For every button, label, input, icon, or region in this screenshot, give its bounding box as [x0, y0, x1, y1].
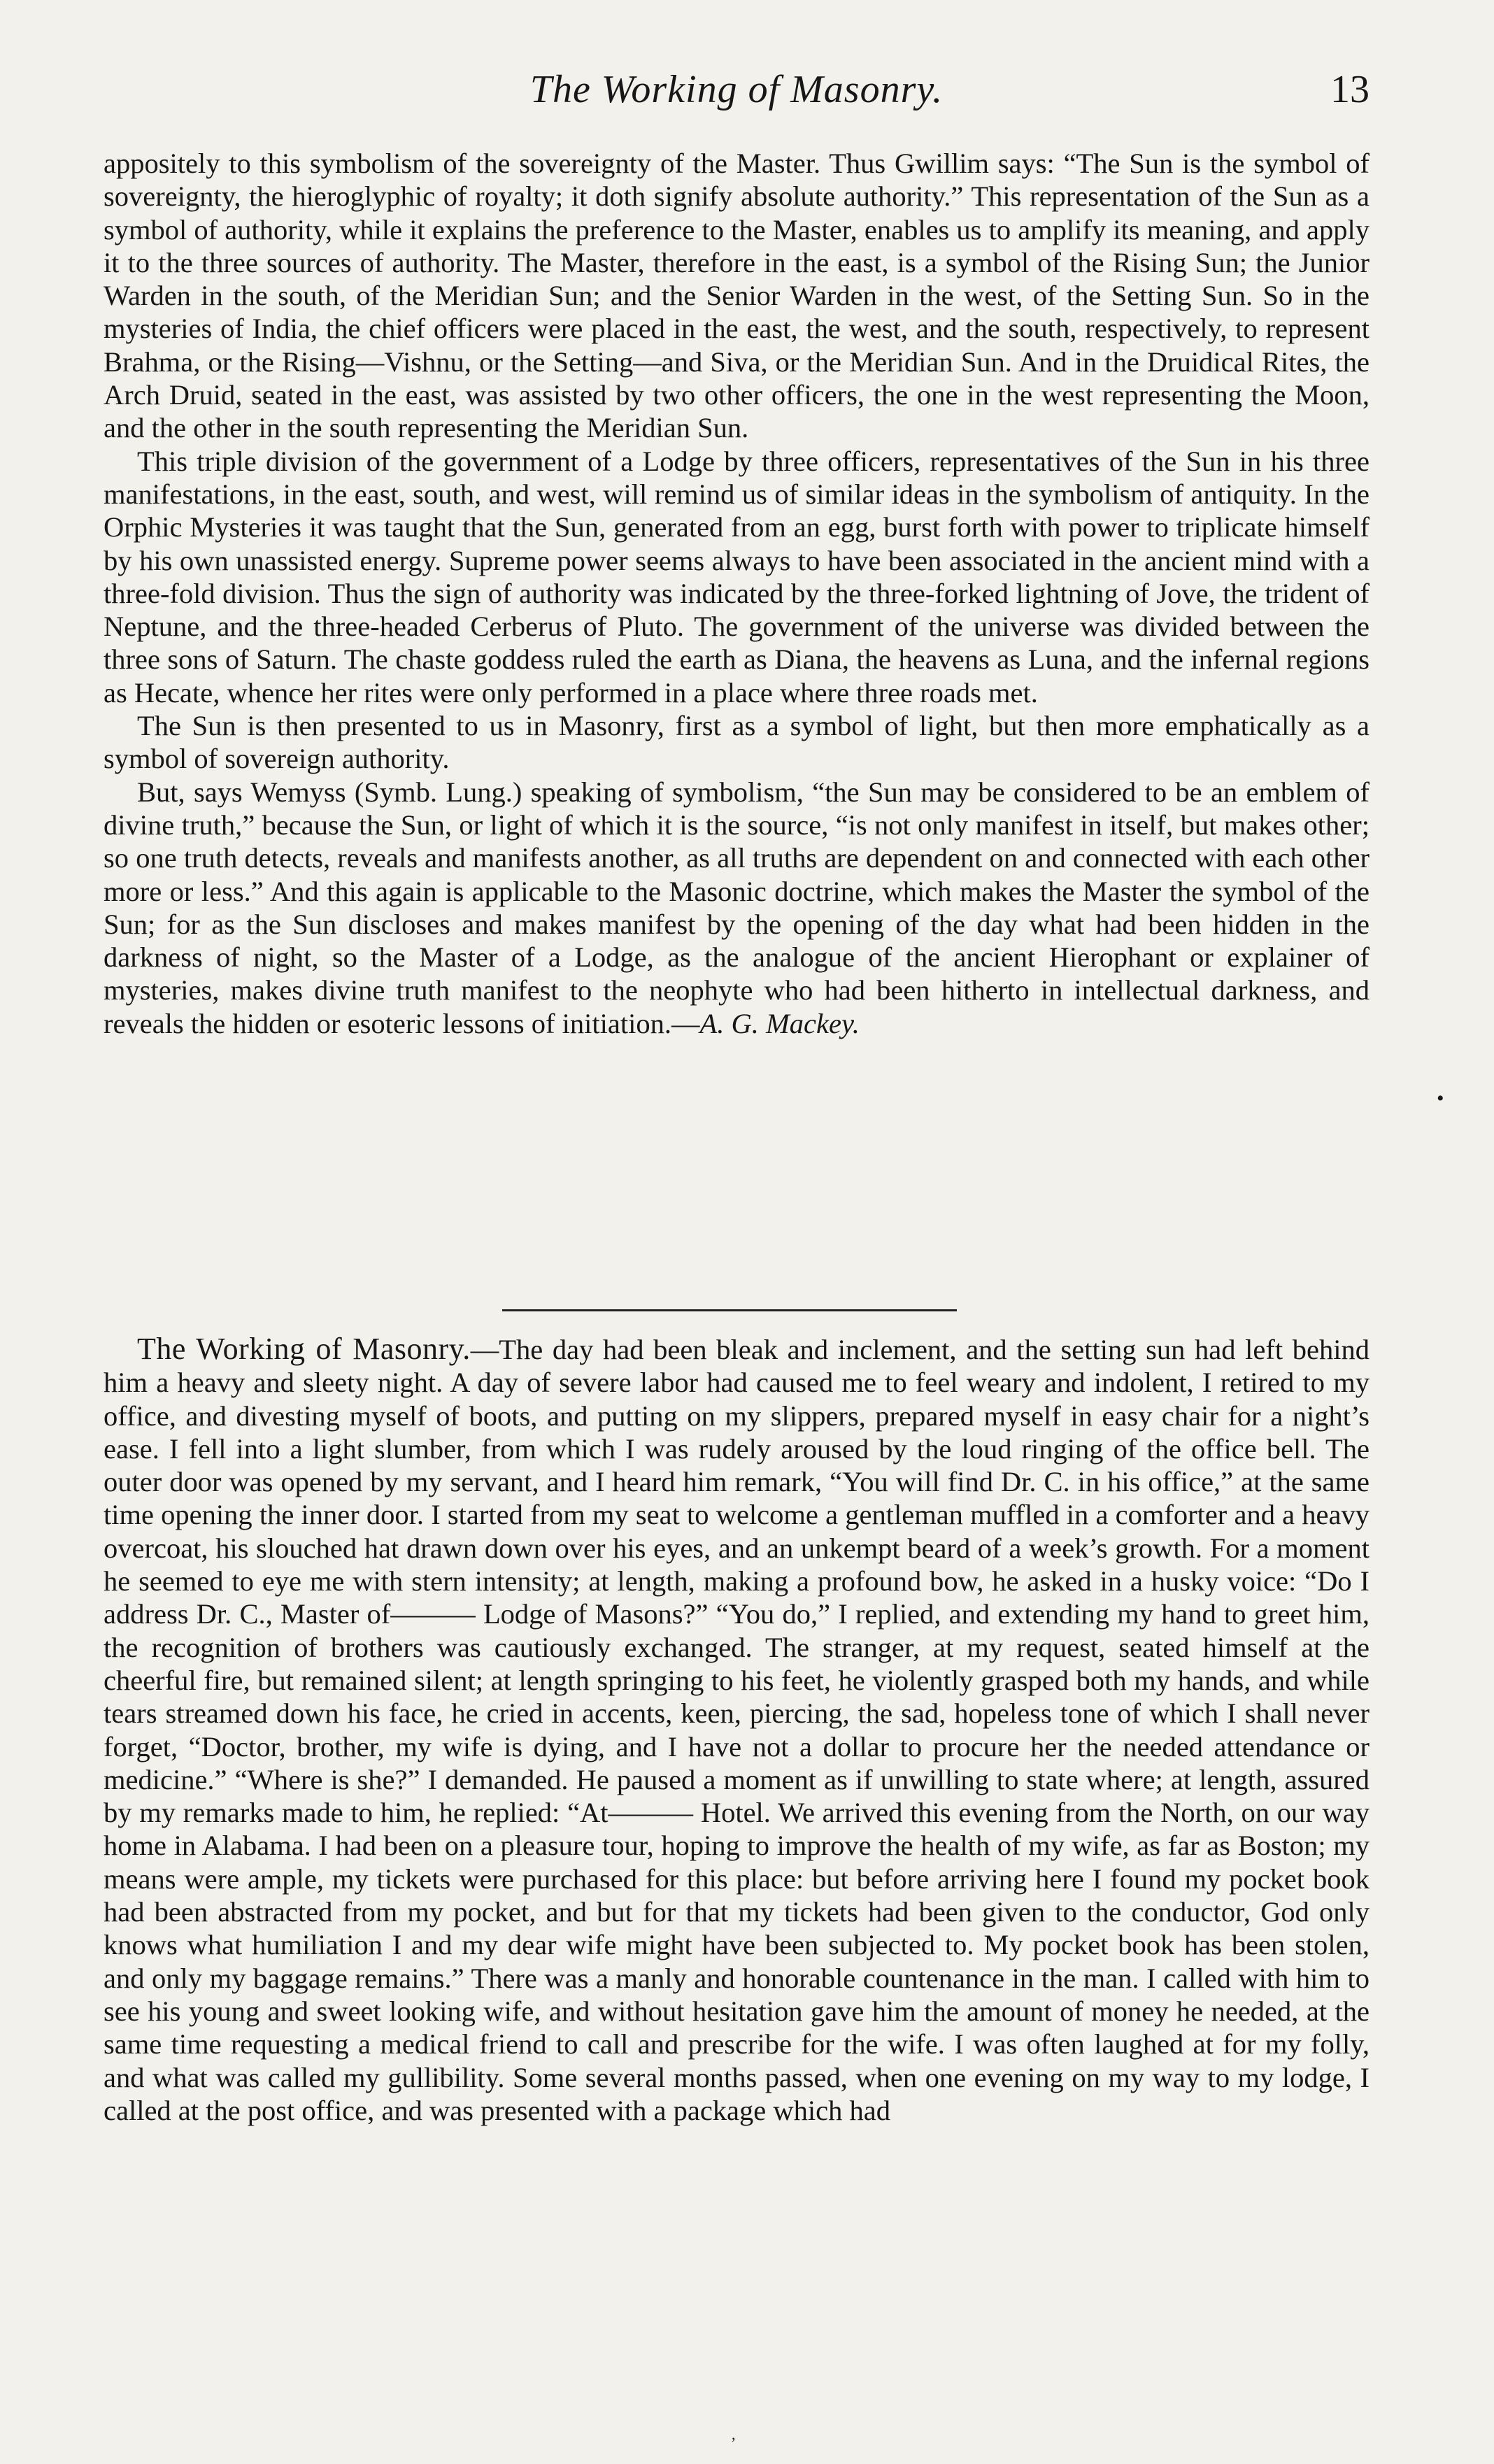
author-signature: A. G. Mackey.	[699, 1007, 860, 1039]
page-number: 13	[1330, 68, 1370, 111]
running-head	[104, 67, 1370, 130]
article-sun-symbolism	[104, 147, 1370, 1040]
paragraph-3: The Sun is then presented to us in Masonry, first as a symbol of light, but then more emphatically as a symbol of sovereign authority.	[104, 710, 1370, 775]
paragraph-4-text: But, says Wemyss (Symb. Lung.) speaking of symbolism, “the Sun may be considered to be an emblem of divine truth,” because the Sun, or light of which it is the source, “is not only manifest in itself, but makes other; so one truth detects, reveals and manifests another, as all truths are dependent on and connected with each other more or less.” And this again is applicable to the Masonic doctrine, which makes the Master the symbol of the Sun; for as the Sun discloses and makes manifest by the opening of the day what had been hidden in the darkness of night, so the Master of a Lodge, as the analogue of the ancient Hierophant or explainer of mysteries, makes divine truth manifest to the neophyte who had been hitherto in intellectual darkness, and reveals the hidden or esoteric lessons of initiation.—	[104, 776, 1370, 1039]
article-2-paragraph	[104, 1332, 1370, 2127]
article-2-body: —The day had been bleak and inclement, and the setting sun had left behind him a heavy and sleety night. A day of severe labor had caused me to feel weary and indolent, I retired to my office, and divesting myself of boots, and putting on my slippers, prepared myself in easy chair for a night’s ease. I fell into a light slumber, from which I was rudely aroused by the loud ringing of the office bell. The outer door was opened by my servant, and I heard him remark, “You will find Dr. C. in his office,” at the same time opening the inner door. I started from my seat to welcome a gentleman muffled in a comforter and a heavy overcoat, his slouched hat drawn down over his eyes, and an unkempt beard of a week’s growth. For a moment he seemed to eye me with stern intensity; at length, making a profound bow, he asked in a husky voice: “Do I address Dr. C., Master of——— Lodge of Masons?” “You do,” I replied, and extending my hand to greet him, the recognition of brothers was cautiously exchanged. The stranger, at my request, seated himself at the cheerful fire, but remained silent; at length springing to his feet, he violently grasped both my hands, and while tears streamed down his face, he cried in accents, keen, piercing, the sad, hopeless tone of which I shall never forget, “Doctor, brother, my wife is dying, and I have not a dollar to procure her the needed attendance or medicine.” “Where is she?” I demanded. He paused a moment as if unwilling to state where; at length, assured by my remarks made to him, he replied: “At——— Hotel. We arrived this evening from the North, on our way home in Alabama. I had been on a pleasure tour, hoping to improve the health of my wife, as far as Boston; my means were ample, my tickets were purchased for this place: but before arriving here I found my pocket book had been abstracted from my pocket, and but for that my tickets had been given to the conductor, God only knows what humiliation I and my dear wife might have been subjected to. My pocket book has been stolen, and only my baggage remains.” There was a manly and honorable countenance in the man. I called with him to see his young and sweet looking wife, and without hesitation gave him the amount of money he needed, at the same time requesting a medical friend to call and prescribe for the wife. I was often laughed at for my folly, and what was called my gullibility. Some several months passed, when one evening on my way to my lodge, I called at the post office, and was presented with a package which had	[104, 1334, 1370, 2126]
running-title: The Working of Masonry.	[529, 68, 944, 111]
margin-dot-mark: •	[1437, 1087, 1444, 1110]
bottom-mark: ,	[732, 2426, 736, 2443]
paragraph-4	[104, 776, 1370, 1040]
article-working-of-masonry	[104, 1332, 1370, 2127]
section-divider	[502, 1309, 957, 1311]
article-2-heading: The Working of Masonry.	[137, 1332, 471, 1366]
paragraph-2: This triple division of the government of a Lodge by three officers, representatives of the Sun in his three manifestations, in the east, south, and west, will remind us of similar ideas in the symbolism of antiquity. In the Orphic Mysteries it was taught that the Sun, generated from an egg, burst forth with power to triplicate himself by his own unassisted energy. Supreme power seems always to have been associated in the ancient mind with a three-fold division. Thus the sign of authority was indicated by the three-forked lightning of Jove, the trident of Neptune, and the three-headed Cerberus of Pluto. The government of the universe was divided between the three sons of Saturn. The chaste goddess ruled the earth as Diana, the heavens as Luna, and the infernal regions as Hecate, whence her rites were only performed in a place where three roads met.	[104, 445, 1370, 708]
paragraph-1: appositely to this symbolism of the sovereignty of the Master. Thus Gwillim says: “The Sun is the symbol of sovereignty, the hieroglyphic of royalty; it doth signify absolute authority.” This representation of the Sun as a symbol of authority, while it explains the preference to the Master, enables us to amplify its meaning, and apply it to the three sources of authority. The Master, therefore in the east, is a symbol of the Rising Sun; the Junior Warden in the south, of the Meridian Sun; and the Senior Warden in the west, of the Setting Sun. So in the mysteries of India, the chief officers were placed in the east, the west, and the south, respectively, to represent Brahma, or the Rising—Vishnu, or the Setting—and Siva, or the Meridian Sun. And in the Druidical Rites, the Arch Druid, seated in the east, was assisted by two other officers, the one in the west representing the Moon, and the other in the south representing the Meridian Sun.	[104, 148, 1370, 444]
